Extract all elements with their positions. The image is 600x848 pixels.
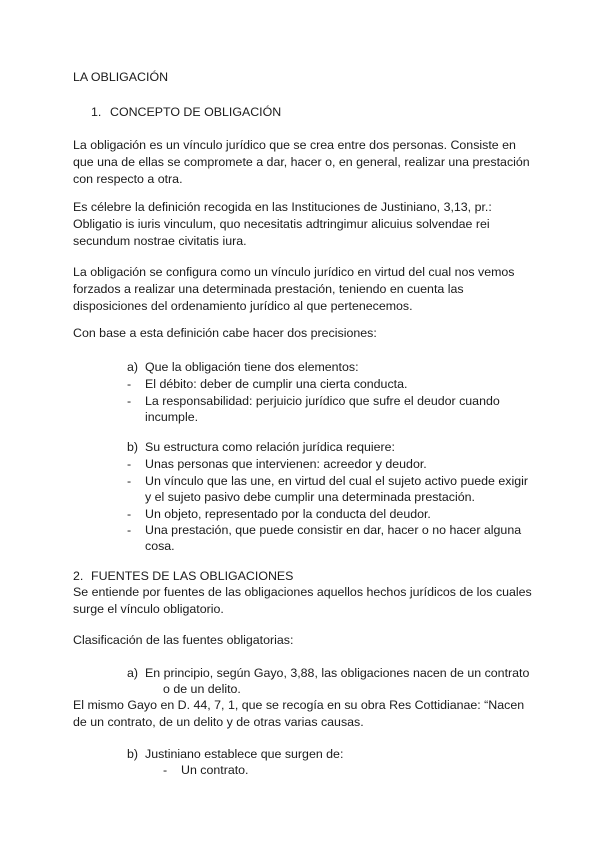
list-item-continuation: o de un delito. bbox=[163, 682, 241, 696]
list-item-dash: - bbox=[127, 507, 132, 521]
list-item: En principio, según Gayo, 3,88, las obligaciones nacen de un contrato bbox=[145, 666, 530, 680]
paragraph-line: surge el vínculo obligatorio. bbox=[73, 602, 224, 616]
list-item-dash: - bbox=[127, 394, 132, 408]
list-d-text: Justiniano establece que surgen de: bbox=[145, 747, 344, 761]
paragraph-line: Es célebre la definición recogida en las Instituciones de Justiniano, 3,13, pr.: bbox=[73, 200, 492, 214]
list-item: Un objeto, representado por la conducta del deudor. bbox=[145, 507, 431, 521]
list-b-text: Su estructura como relación jurídica requiere: bbox=[145, 440, 395, 454]
list-item-dash: - bbox=[163, 763, 168, 777]
paragraph-5 bbox=[73, 584, 533, 618]
paragraph-line: El mismo Gayo en D. 44, 7, 1, que se recogía en su obra Res Cottidianae: “Nacen bbox=[73, 698, 525, 712]
paragraph-3 bbox=[73, 264, 533, 315]
list-item-continuation: cosa. bbox=[145, 539, 175, 553]
section-2-number: 2. bbox=[73, 569, 84, 583]
paragraph-2 bbox=[73, 199, 533, 250]
list-item: Unas personas que intervienen: acreedor y deudor. bbox=[145, 457, 427, 471]
paragraph-line: secundum nostrae civitatis iura. bbox=[73, 234, 247, 248]
paragraph-line: forzados a realizar una determinada prestación, teniendo en cuenta las bbox=[73, 282, 464, 296]
list-item-dash: - bbox=[127, 457, 132, 471]
paragraph-line: con respecto a otra. bbox=[73, 172, 183, 186]
list-a-label: a) bbox=[127, 360, 139, 374]
list-item: Un contrato. bbox=[181, 763, 249, 777]
list-c-label: a) bbox=[127, 666, 139, 680]
list-item: Una prestación, que puede consistir en dar, hacer o no hacer alguna bbox=[145, 523, 522, 537]
paragraph-7 bbox=[73, 697, 533, 731]
list-item-dash: - bbox=[127, 377, 132, 391]
paragraph-line: disposiciones del ordenamiento jurídico al que pertenecemos. bbox=[73, 299, 413, 313]
list-d-label: b) bbox=[127, 747, 139, 761]
title-text: LA OBLIGACIÓN bbox=[73, 70, 169, 84]
list-a-text: Que la obligación tiene dos elementos: bbox=[145, 360, 359, 374]
paragraph-line: Clasificación de las fuentes obligatorias: bbox=[73, 633, 294, 647]
paragraph-line: Con base a esta definición cabe hacer dos precisiones: bbox=[73, 326, 377, 340]
section-2-title: FUENTES DE LAS OBLIGACIONES bbox=[91, 569, 294, 583]
list-item-dash: - bbox=[127, 523, 132, 537]
paragraph-line: Se entiende por fuentes de las obligaciones aquellos hechos jurídicos de los cuales bbox=[73, 585, 532, 599]
document-title bbox=[73, 69, 533, 86]
paragraph-4 bbox=[73, 325, 533, 342]
paragraph-line: de un contrato, de un delito y de otras varias causas. bbox=[73, 715, 364, 729]
paragraph-6 bbox=[73, 632, 533, 649]
list-item-continuation: y el sujeto pasivo debe cumplir una determinada prestación. bbox=[145, 490, 475, 504]
list-item: Un vínculo que las une, en virtud del cual el sujeto activo puede exigir bbox=[145, 474, 528, 488]
list-b-label: b) bbox=[127, 440, 139, 454]
list-item: El débito: deber de cumplir una cierta conducta. bbox=[145, 377, 408, 391]
list-item-dash: - bbox=[127, 474, 132, 488]
paragraph-1 bbox=[73, 137, 533, 188]
list-item-continuation: incumple. bbox=[145, 410, 199, 424]
section-1-number: 1. bbox=[91, 105, 102, 119]
list-item: La responsabilidad: perjuicio jurídico que sufre el deudor cuando bbox=[145, 394, 500, 408]
paragraph-line: La obligación se configura como un vínculo jurídico en virtud del cual nos vemos bbox=[73, 265, 515, 279]
section-1-title: CONCEPTO DE OBLIGACIÓN bbox=[110, 105, 282, 119]
paragraph-line: que una de ellas se compromete a dar, hacer o, en general, realizar una prestación bbox=[73, 155, 530, 169]
paragraph-line: Obligatio is iuris vinculum, quo necesitatis adtringimur alicuius solvendae rei bbox=[73, 217, 490, 231]
paragraph-line: La obligación es un vínculo jurídico que se crea entre dos personas. Consiste en bbox=[73, 138, 516, 152]
